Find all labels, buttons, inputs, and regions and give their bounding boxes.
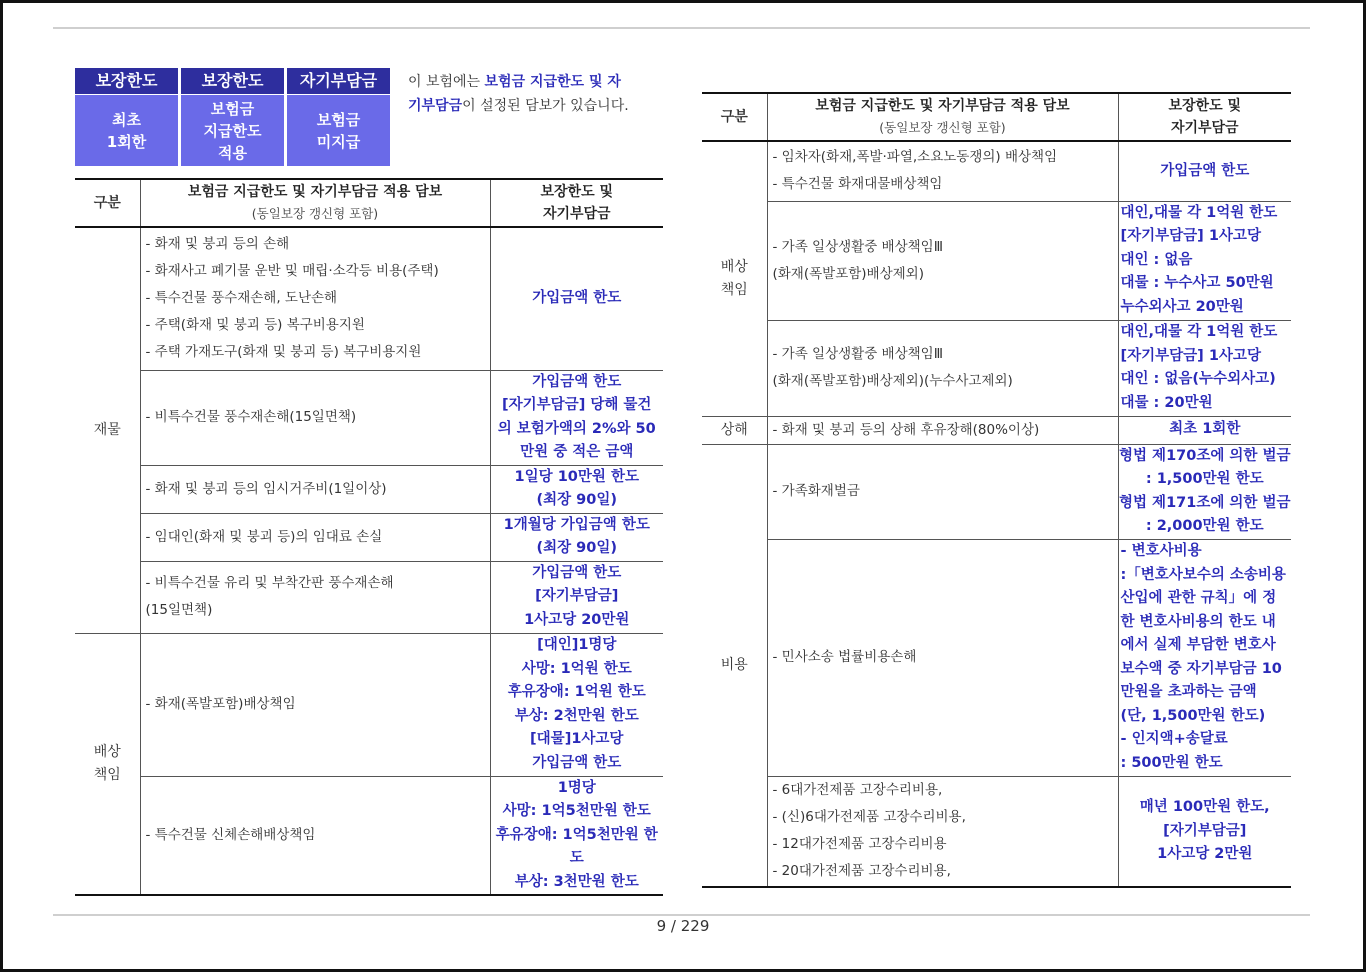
note-text: 이 설정된 담보가 있습니다.	[462, 98, 629, 114]
limit-cell: - 변호사비용 :「변호사보수의 소송비용 산입에 관한 규칙」에 정 한 변호사비용의 한도 내 에서 실제 부담한 변호사 보수액 중 자기부담금 10 만원을 초과하는 금액 (단, 1,500만원 한도) - 인지액+송달료 : 500만원 한도	[1118, 539, 1291, 776]
header-coverage-sub: (동일보장 갱신형 포함)	[879, 120, 1006, 135]
bottom-divider	[53, 914, 1310, 916]
coverage-cell	[767, 416, 1118, 444]
coverage-cell	[140, 561, 490, 633]
coverage-item: (15일면책)	[145, 602, 213, 618]
header-category: 구분	[75, 179, 140, 227]
coverage-cell	[767, 776, 1118, 887]
coverage-cell	[767, 444, 1118, 539]
top-divider	[53, 27, 1310, 29]
header-limit	[1118, 93, 1291, 141]
coverage-item: - 6대가전제품 고장수리비용,	[772, 782, 943, 799]
table-row	[702, 539, 1291, 776]
coverage-cell	[767, 141, 1118, 201]
right-coverage-table	[702, 92, 1291, 888]
limit-cell: 최초 1회한	[1118, 416, 1291, 444]
limit-cell: 1명당 사망: 1억5천만원 한도 후유장애: 1억5천만원 한 도 부상: 3천만원 한도	[490, 776, 663, 895]
coverage-item: - 화재 및 붕괴 등의 상해 후유장해(80%이상)	[772, 421, 1040, 438]
coverage-item: - 가족 일상생활중 배상책임Ⅲ	[772, 346, 944, 362]
header-limit-line1: 보장한도 및	[1168, 98, 1241, 114]
coverage-cell	[767, 320, 1118, 416]
coverage-cell	[767, 539, 1118, 776]
header-limit-line1: 보장한도 및	[540, 184, 613, 200]
coverage-item: - 화재사고 폐기물 운반 및 매립·소각등 비용(주택)	[145, 263, 439, 280]
coverage-item: - 특수건물 신체손해배상책임	[145, 826, 316, 843]
limit-cell: [대인]1명당 사망: 1억원 한도 후유장애: 1억원 한도 부상: 2천만원 한도 [대물]1사고당 가입금액 한도	[490, 633, 663, 776]
coverage-item: - 가족화재벌금	[772, 483, 860, 499]
coverage-item: - 20대가전제품 고장수리비용,	[772, 863, 951, 880]
badge-head: 보장한도	[181, 68, 284, 95]
limit-cell: 대인,대물 각 1억원 한도 [자기부담금] 1사고당 대인 : 없음 대물 : 누수사고 50만원 누수외사고 20만원	[1118, 201, 1291, 320]
table-row	[702, 201, 1291, 320]
limit-cell: 가입금액 한도 [자기부담금] 당해 물건 의 보험가액의 2%와 50 만원 중 적은 금액	[490, 370, 663, 465]
table-row	[702, 444, 1291, 539]
table-row	[702, 320, 1291, 416]
header-limit-line2: 자기부담금	[1170, 120, 1239, 136]
coverage-cell	[140, 513, 490, 561]
coverage-item: - 임차자(화재,폭발·파열,소요노동쟁의) 배상책임	[772, 149, 1058, 166]
coverage-item: - 특수건물 화재대물배상책임	[772, 176, 943, 193]
badge-head: 보장한도	[75, 68, 178, 95]
coverage-item: - 화재 및 붕괴 등의 임시거주비(1일이상)	[145, 480, 387, 497]
limit-cell: 가입금액 한도	[490, 227, 663, 370]
left-coverage-table	[75, 178, 663, 896]
badge-deductible	[287, 68, 390, 166]
badge-payment-limit	[181, 68, 284, 166]
table-row	[702, 141, 1291, 201]
table-row	[75, 513, 663, 561]
category-cell: 상해	[702, 416, 767, 444]
limit-cell: 1개월당 가입금액 한도 (최장 90일)	[490, 513, 663, 561]
header-coverage-title: 보험금 지급한도 및 자기부담금 적용 담보	[815, 98, 1070, 114]
badge-body: 보험금 지급한도 적용	[203, 99, 262, 162]
header-coverage-title: 보험금 지급한도 및 자기부담금 적용 담보	[187, 184, 443, 200]
legend-note	[408, 70, 633, 118]
coverage-item: (화재(폭발포함)배상제외)	[772, 265, 924, 282]
coverage-item: - 비특수건물 유리 및 부착간판 풍수재손해	[145, 575, 394, 591]
table-row	[75, 370, 663, 465]
coverage-cell	[767, 201, 1118, 320]
table-row	[75, 561, 663, 633]
coverage-item: - 12대가전제품 고장수리비용	[772, 836, 947, 853]
limit-cell: 매년 100만원 한도, [자기부담금] 1사고당 2만원	[1118, 776, 1291, 887]
coverage-cell	[140, 465, 490, 513]
page-number: 9 / 229	[656, 917, 710, 935]
coverage-item: - 주택(화재 및 붕괴 등) 복구비용지원	[145, 317, 365, 334]
coverage-item: - 화재(폭발포함)배상책임	[145, 696, 296, 712]
coverage-item: - 화재 및 붕괴 등의 손해	[145, 236, 290, 253]
header-coverage	[767, 93, 1118, 141]
header-category: 구분	[702, 93, 767, 141]
coverage-item: - 가족 일상생활중 배상책임Ⅲ	[772, 238, 944, 255]
category-cell: 배상 책임	[75, 633, 140, 895]
coverage-item: - 임대인(화재 및 붕괴 등)의 임대료 손실	[145, 528, 383, 545]
badge-first-time-limit	[75, 68, 178, 166]
category-cell: 배상 책임	[702, 141, 767, 416]
coverage-item: - (신)6대가전제품 고장수리비용,	[772, 809, 966, 826]
limit-cell: 가입금액 한도 [자기부담금] 1사고당 20만원	[490, 561, 663, 633]
table-row	[702, 776, 1291, 887]
note-text: 이 보험에는	[408, 74, 485, 90]
badge-legend	[75, 68, 390, 166]
coverage-cell	[140, 370, 490, 465]
badge-head: 자기부담금	[287, 68, 390, 95]
limit-cell: 형법 제170조에 의한 벌금 : 1,500만원 한도 형법 제171조에 의한 벌금 : 2,000만원 한도	[1118, 444, 1291, 539]
header-coverage	[140, 179, 490, 227]
coverage-cell	[140, 633, 490, 776]
header-limit-line2: 자기부담금	[542, 206, 611, 222]
header-limit	[490, 179, 663, 227]
coverage-item: - 비특수건물 풍수재손해(15일면책)	[145, 409, 357, 425]
limit-cell: 1일당 10만원 한도 (최장 90일)	[490, 465, 663, 513]
coverage-item: - 특수건물 풍수재손해, 도난손해	[145, 290, 338, 307]
coverage-item: - 민사소송 법률비용손해	[772, 649, 917, 665]
table-row	[75, 776, 663, 895]
category-cell: 재물	[75, 227, 140, 633]
badge-body: 최초 1회한	[106, 110, 147, 151]
note-emphasis: 보험금 지급한도 및 자기부담금	[408, 74, 621, 114]
coverage-item: (화재(폭발포함)배상제외)(누수사고제외)	[772, 373, 1013, 389]
coverage-cell	[140, 227, 490, 370]
table-row	[75, 227, 663, 370]
limit-cell: 가입금액 한도	[1118, 141, 1291, 201]
table-row	[75, 633, 663, 776]
table-row	[702, 416, 1291, 444]
coverage-item: - 주택 가재도구(화재 및 붕괴 등) 복구비용지원	[145, 344, 422, 361]
header-coverage-sub: (동일보장 갱신형 포함)	[251, 206, 379, 221]
coverage-cell	[140, 776, 490, 895]
table-row	[75, 465, 663, 513]
badge-body: 보험금 미지급	[316, 110, 361, 151]
limit-cell: 대인,대물 각 1억원 한도 [자기부담금] 1사고당 대인 : 없음(누수외사고) 대물 : 20만원	[1118, 320, 1291, 416]
category-cell: 비용	[702, 444, 767, 887]
